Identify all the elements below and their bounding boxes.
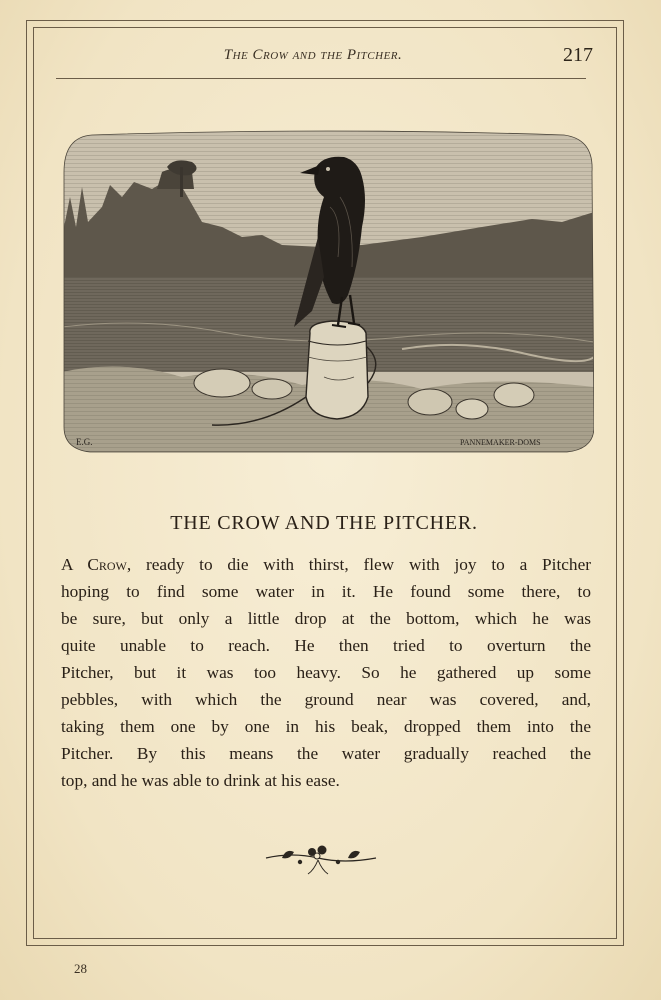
floral-ornament-icon	[262, 840, 380, 880]
svg-text:E.G.: E.G.	[76, 437, 93, 447]
header-rule	[56, 78, 586, 79]
story-line: hoping to find some water in it. He found some there, to	[61, 582, 591, 601]
folio-number: 217	[563, 44, 593, 66]
story-title: THE CROW AND THE PITCHER.	[170, 512, 478, 534]
story-line: be sure, but only a little drop at the bottom, which he was	[61, 609, 591, 628]
page-number: 28	[74, 961, 87, 976]
running-title: The Crow and the Pitcher.	[223, 47, 403, 63]
running-head	[33, 44, 593, 68]
story-line: taking them one by one in his beak, dropped them into the	[61, 717, 591, 736]
story-body	[61, 551, 591, 794]
crow-pitcher-engraving	[62, 127, 594, 457]
story-line: Pitcher. By this means the water gradually reached the	[61, 744, 591, 763]
story-line: quite unable to reach. He then tried to overturn the	[61, 636, 591, 655]
svg-text:PANNEMAKER-DOMS: PANNEMAKER-DOMS	[460, 438, 541, 447]
story-line: Pitcher, but it was too heavy. So he gathered up some	[61, 663, 591, 682]
story-line: A Crow, ready to die with thirst, flew with joy to a Pitcher	[61, 555, 592, 574]
opening-word: A Crow	[61, 555, 127, 574]
story-line: top, and he was able to drink at his ease.	[61, 771, 340, 790]
story-line: pebbles, with which the ground near was covered, and,	[61, 690, 591, 709]
